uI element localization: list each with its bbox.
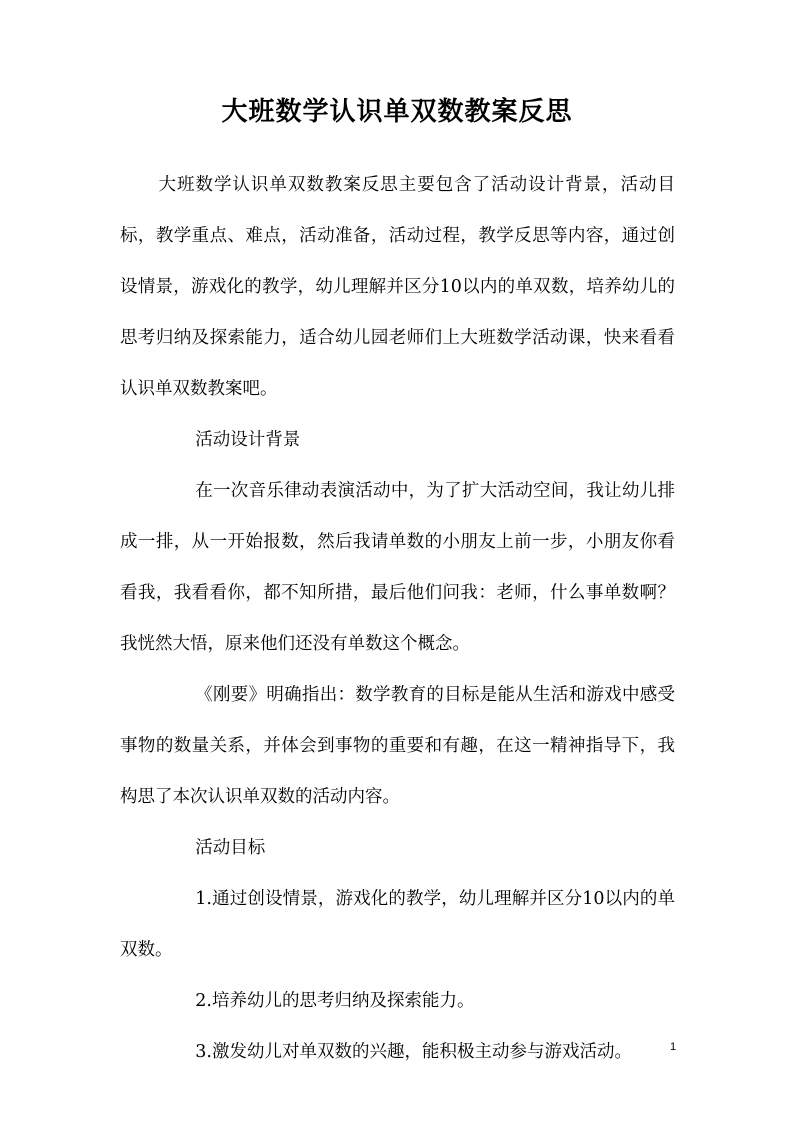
- document-body: [120, 160, 675, 1078]
- background-paragraph: 在一次音乐律动表演活动中，为了扩大活动空间，我让幼儿排成一排，从一开始报数，然后我请单数的小朋友上前一步，小朋友你看看我，我看看你，都不知所措，最后他们问我：老师，什么事单数啊？我恍然大悟，原来他们还没有单数这个概念。: [120, 481, 675, 654]
- goal-item-1: 1.通过创设情景，游戏化的教学，幼儿理解并区分10以内的单双数。: [120, 889, 675, 960]
- section-heading-background: 活动设计背景: [195, 430, 301, 450]
- guideline-paragraph: 《刚要》明确指出：数学教育的目标是能从生活和游戏中感受事物的数量关系，并体会到事物的重要和有趣，在这一精神指导下，我构思了本次认识单双数的活动内容。: [120, 685, 675, 807]
- document-title: 大班数学认识单双数教案反思: [221, 97, 573, 127]
- page-number: 1: [669, 1041, 677, 1053]
- section-heading-goals: 活动目标: [195, 838, 266, 858]
- intro-paragraph: 大班数学认识单双数教案反思主要包含了活动设计背景，活动目标，教学重点、难点，活动准备，活动过程，教学反思等内容，通过创设情景，游戏化的教学，幼儿理解并区分10以内的单双数，培养幼儿的思考归纳及探索能力，适合幼儿园老师们上大班数学活动课，快来看看认识单双数教案吧。: [120, 175, 675, 399]
- goal-item-2: 2.培养幼儿的思考归纳及探索能力。: [195, 991, 475, 1011]
- goal-item-3: 3.激发幼儿对单双数的兴趣，能积极主动参与游戏活动。: [195, 1042, 632, 1062]
